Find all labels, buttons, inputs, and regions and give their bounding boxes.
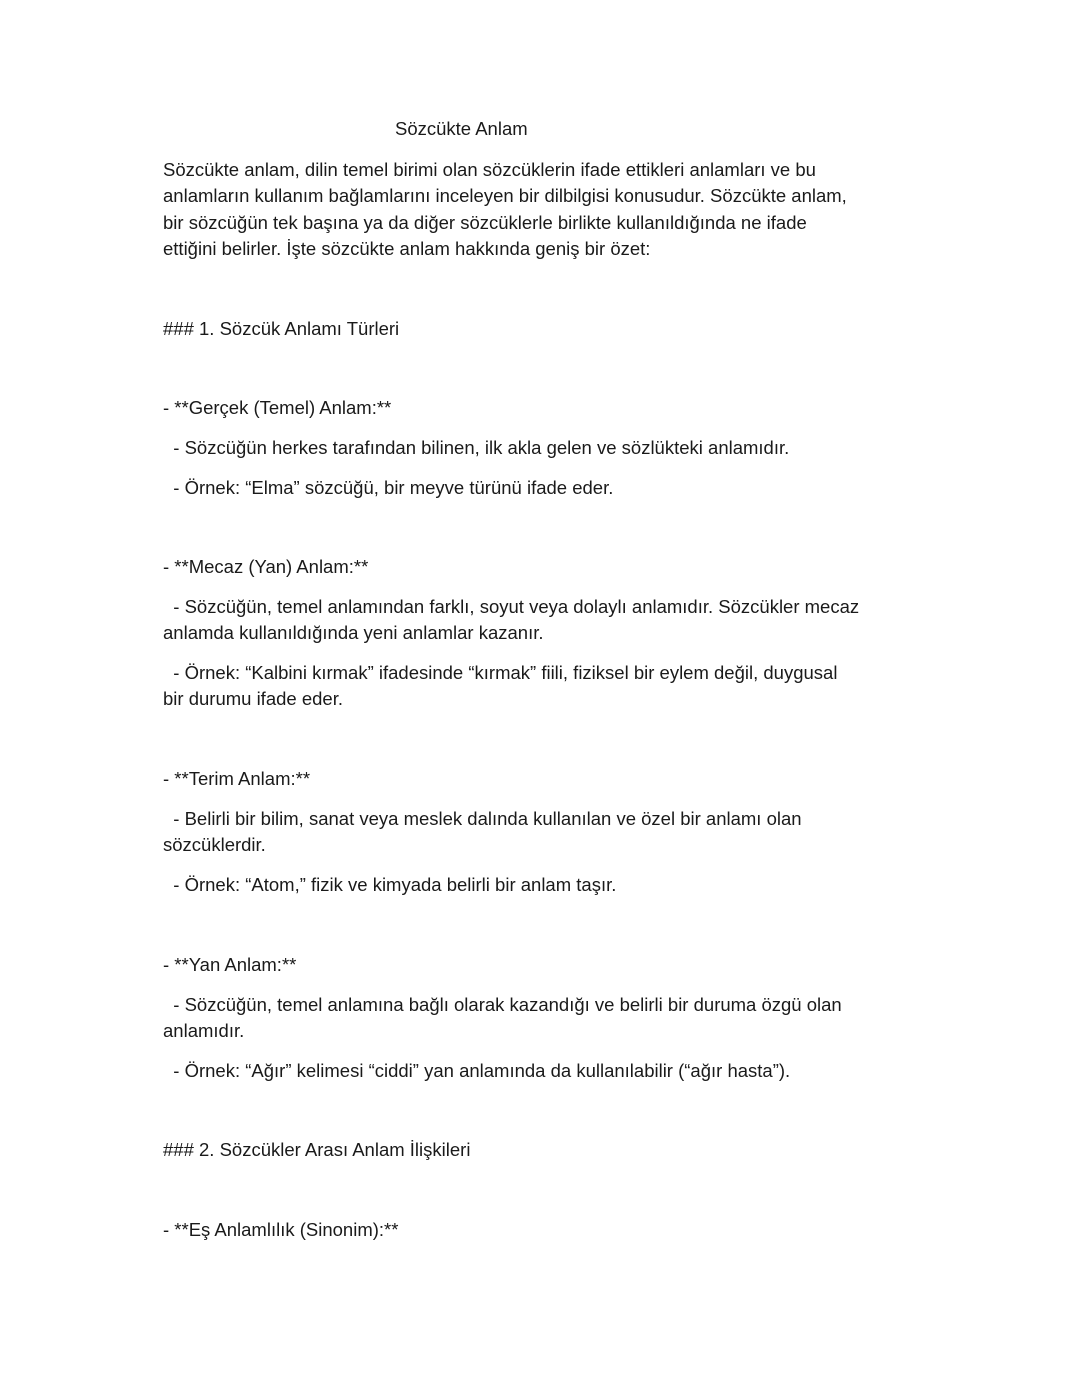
terim-anlam-line: sözcüklerdir. bbox=[163, 834, 266, 855]
gercek-anlam-line: - Sözcüğün herkes tarafından bilinen, ilk akla gelen ve sözlükteki anlamıdır. bbox=[163, 437, 790, 458]
section-heading-2: ### 2. Sözcükler Arası Anlam İlişkileri bbox=[163, 1139, 471, 1160]
terim-anlam-line: - Belirli bir bilim, sanat veya meslek dalında kullanılan ve özel bir anlamı olan bbox=[163, 808, 802, 829]
mecaz-anlam-heading: - **Mecaz (Yan) Anlam:** bbox=[163, 556, 369, 577]
yan-anlam-heading: - **Yan Anlam:** bbox=[163, 954, 297, 975]
page-title: Sözcükte Anlam bbox=[395, 118, 528, 139]
yan-anlam-line: - Örnek: “Ağır” kelimesi “ciddi” yan anlamında da kullanılabilir (“ağır hasta”). bbox=[163, 1060, 791, 1081]
mecaz-anlam-line: anlamda kullanıldığında yeni anlamlar kazanır. bbox=[163, 622, 544, 643]
mecaz-anlam-line: - Sözcüğün, temel anlamından farklı, soyut veya dolaylı anlamıdır. Sözcükler mecaz bbox=[163, 596, 860, 617]
terim-anlam-line: - Örnek: “Atom,” fizik ve kimyada belirli bir anlam taşır. bbox=[163, 874, 617, 895]
gercek-anlam-heading: - **Gerçek (Temel) Anlam:** bbox=[163, 397, 392, 418]
mecaz-anlam-line: bir durumu ifade eder. bbox=[163, 688, 343, 709]
gercek-anlam-line: - Örnek: “Elma” sözcüğü, bir meyve türünü ifade eder. bbox=[163, 477, 614, 498]
intro-line: Sözcükte anlam, dilin temel birimi olan sözcüklerin ifade ettikleri anlamları ve bu bbox=[163, 159, 816, 180]
es-anlamlilik-heading: - **Eş Anlamlılık (Sinonim):** bbox=[163, 1219, 399, 1240]
section-heading-1: ### 1. Sözcük Anlamı Türleri bbox=[163, 318, 400, 339]
terim-anlam-heading: - **Terim Anlam:** bbox=[163, 768, 311, 789]
mecaz-anlam-line: - Örnek: “Kalbini kırmak” ifadesinde “kırmak” fiili, fiziksel bir eylem değil, duygusal bbox=[163, 662, 838, 683]
yan-anlam-line: anlamıdır. bbox=[163, 1020, 245, 1041]
yan-anlam-line: - Sözcüğün, temel anlamına bağlı olarak kazandığı ve belirli bir duruma özgü olan bbox=[163, 994, 842, 1015]
intro-line: anlamların kullanım bağlamlarını inceleyen bir dilbilgisi konusudur. Sözcükte anlam, bbox=[163, 185, 847, 206]
intro-line: bir sözcüğün tek başına ya da diğer sözcüklerle birlikte kullanıldığında ne ifade bbox=[163, 212, 807, 233]
intro-line: ettiğini belirler. İşte sözcükte anlam hakkında geniş bir özet: bbox=[163, 238, 651, 259]
